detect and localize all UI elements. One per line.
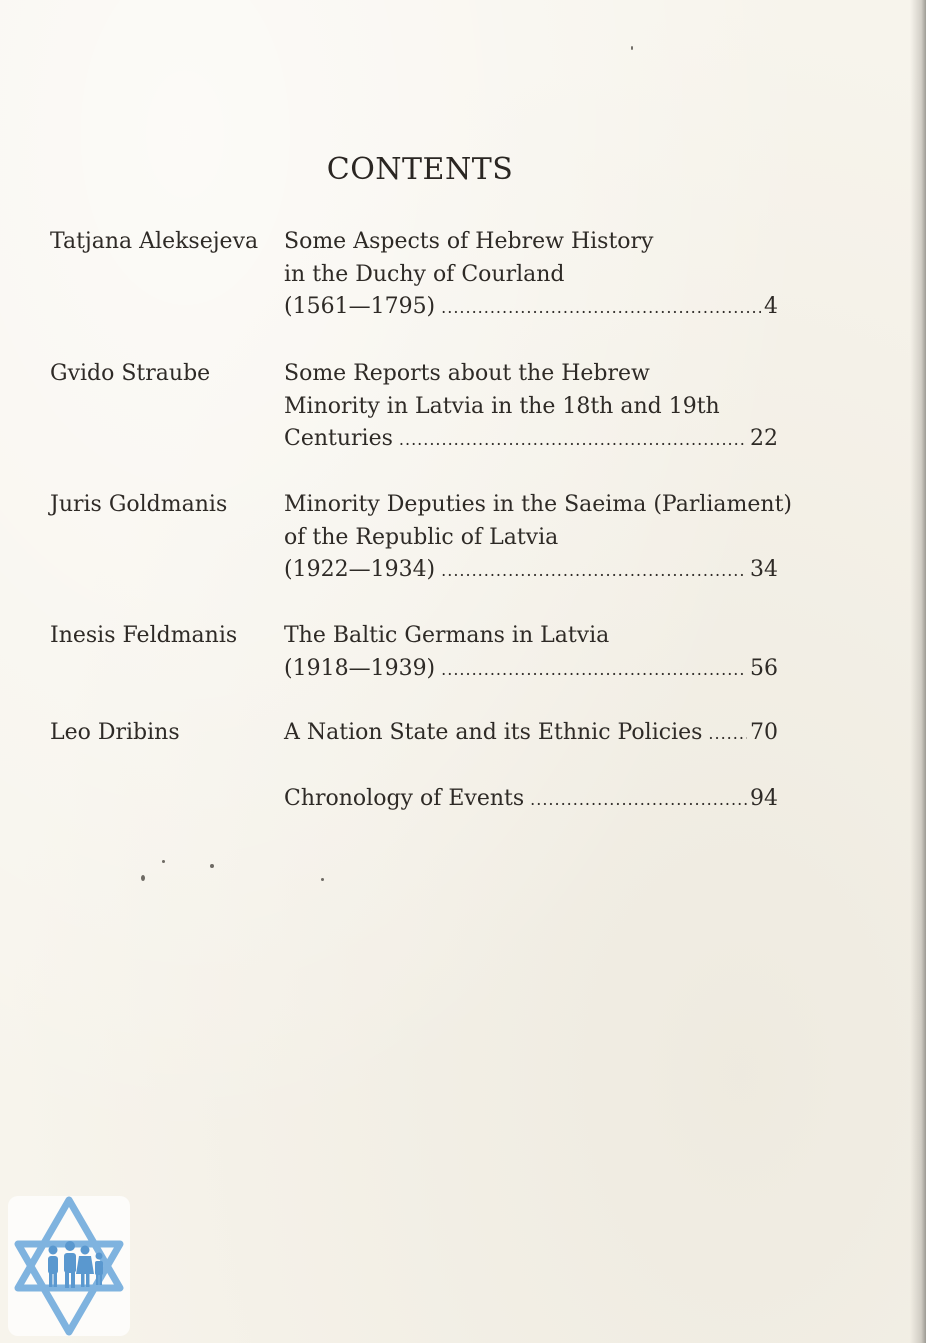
toc-page-number: 56 [750, 655, 778, 681]
toc-title-line: A Nation State and its Ethnic Policies [284, 720, 703, 745]
toc-page-number: 22 [750, 426, 778, 451]
scan-speck [162, 860, 165, 863]
toc-page-number: 34 [750, 557, 778, 582]
logo-badge [8, 1196, 130, 1336]
toc-title-last-line [284, 783, 778, 816]
toc-title-line: in the Duchy of Courland [284, 261, 565, 287]
toc-title-line: (1918—1939) [284, 655, 436, 681]
toc-page-number: 70 [750, 720, 778, 745]
scan-speck [141, 875, 145, 881]
dot-leader [441, 291, 761, 323]
toc-title-line: Centuries [284, 426, 393, 451]
toc-title-line: The Baltic Germans in Latvia [284, 623, 610, 648]
toc-title-last-line [284, 423, 778, 456]
dot-leader [530, 783, 747, 815]
toc-title-last-line [284, 291, 778, 324]
toc-author: Leo Dribins [50, 720, 180, 745]
toc-author: Gvido Straube [50, 361, 211, 386]
toc-author: Inesis Feldmanis [50, 623, 238, 648]
toc-page-number: 4 [764, 294, 778, 319]
toc-author: Tatjana Aleksejeva [50, 229, 259, 254]
dot-leader [441, 554, 747, 586]
contents-heading: CONTENTS [326, 152, 514, 187]
dot-leader [708, 717, 747, 749]
toc-title [284, 717, 778, 750]
dot-leader [399, 423, 747, 455]
toc-page-number: 94 [750, 786, 778, 811]
scan-speck [210, 864, 214, 868]
toc-title-line: (1922—1934) [284, 557, 436, 582]
scan-speck [321, 878, 324, 881]
toc-title-line: Minority Deputies in the Saeima (Parliament) [284, 492, 793, 517]
toc-title-line: Minority in Latvia in the 18th and 19th [284, 393, 720, 419]
toc-title-line: Chronology of Events [284, 786, 525, 811]
page-edge-shadow [910, 0, 926, 1343]
toc-author: Juris Goldmanis [50, 492, 228, 517]
toc-title-last-line [284, 717, 778, 750]
toc-title-last-line [284, 653, 778, 686]
toc-title [284, 620, 778, 685]
toc-title-line: (1561—1795) [284, 294, 436, 319]
star-of-david-family-icon [8, 1196, 130, 1336]
toc-title-line: Some Aspects of Hebrew History [284, 229, 654, 254]
scan-speck [631, 46, 633, 50]
toc-title-line: of the Republic of Latvia [284, 524, 559, 550]
toc-title [284, 489, 793, 587]
toc-title-last-line [284, 554, 778, 587]
toc-title [284, 783, 778, 816]
toc-title [284, 226, 778, 324]
dot-leader [441, 653, 747, 685]
toc-title-line: Some Reports about the Hebrew [284, 361, 650, 386]
toc-title [284, 358, 778, 456]
